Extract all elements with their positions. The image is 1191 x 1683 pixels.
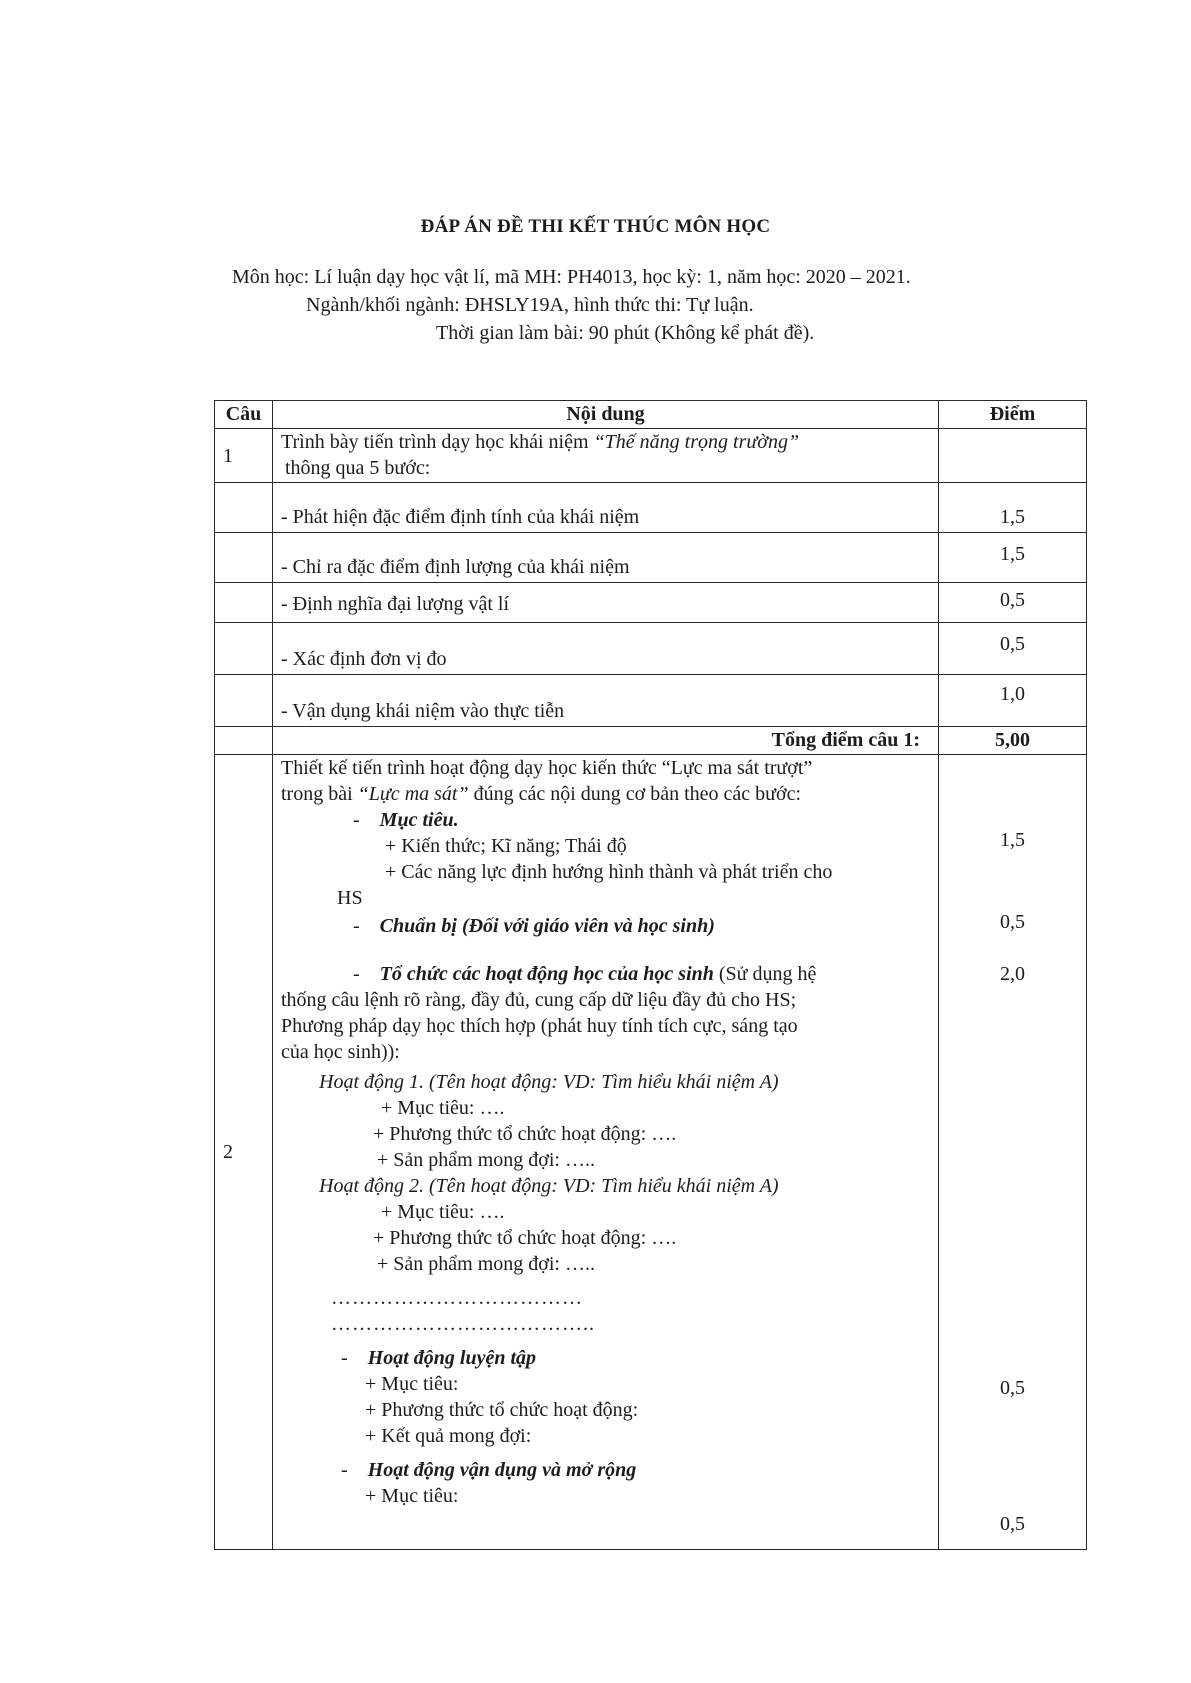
time-info-line: Thời gian làm bài: 90 phút (Không kể phát đề). xyxy=(436,322,815,344)
table-row xyxy=(215,623,1087,675)
activity-2-sub-2: + Phương thức tổ chức hoạt động: …. xyxy=(373,1227,677,1249)
empty-cell xyxy=(215,583,273,623)
empty-cell xyxy=(215,623,273,675)
q1-step-5: - Vận dụng khái niệm vào thực tiễn xyxy=(273,675,939,727)
q2-intro-2b: đúng các nội dung cơ bản theo các bước: xyxy=(468,783,802,805)
q1-step-2: - Chỉ ra đặc điểm định lượng của khái niệm xyxy=(273,533,939,583)
ellipsis-line-2: ……………………………….. xyxy=(331,1313,595,1335)
activity-2-sub-1: + Mục tiêu: …. xyxy=(381,1201,505,1223)
score-van-dung: 0,5 xyxy=(1000,1513,1025,1535)
q1-step-5-score: 1,0 xyxy=(939,675,1087,727)
q1-intro-row xyxy=(215,429,1087,483)
q2-content xyxy=(273,755,939,1550)
score-to-chuc: 2,0 xyxy=(1000,963,1025,985)
header-noi-dung: Nội dung xyxy=(273,401,939,429)
q1-step-3: - Định nghĩa đại lượng vật lí xyxy=(273,583,939,623)
q1-intro xyxy=(273,429,939,483)
luyen-tap-sub-2: + Phương thức tổ chức hoạt động: xyxy=(365,1399,639,1421)
q1-step-1-score: 1,5 xyxy=(939,483,1087,533)
muc-tieu-sub-1: + Kiến thức; Kĩ năng; Thái độ xyxy=(385,835,627,857)
document-title: ĐÁP ÁN ĐỀ THI KẾT THÚC MÔN HỌC xyxy=(420,216,771,237)
bullet-dash: - xyxy=(341,1459,348,1481)
empty-cell xyxy=(215,727,273,755)
luyen-tap-sub-1: + Mục tiêu: xyxy=(365,1373,459,1395)
answer-table xyxy=(214,400,1087,1550)
empty-cell xyxy=(215,533,273,583)
to-chuc-line-2: thống câu lệnh rõ ràng, đầy đủ, cung cấp dữ liệu đầy đủ cho HS; xyxy=(281,989,797,1011)
section-van-dung: Hoạt động vận dụng và mở rộng xyxy=(367,1459,637,1481)
score-luyen-tap: 0,5 xyxy=(1000,1377,1025,1399)
header-diem: Điểm xyxy=(939,401,1087,429)
q1-total-value: 5,00 xyxy=(939,727,1087,755)
q1-intro-score xyxy=(939,429,1087,483)
table-row xyxy=(215,533,1087,583)
q1-intro-text-2: thông qua 5 bước: xyxy=(285,457,431,479)
activity-1-sub-1: + Mục tiêu: …. xyxy=(381,1097,505,1119)
activity-2-title: Hoạt động 2. (Tên hoạt động: VD: Tìm hiểu khái niệm A) xyxy=(319,1175,779,1197)
q1-step-1: - Phát hiện đặc điểm định tính của khái niệm xyxy=(273,483,939,533)
bullet-dash: - xyxy=(341,1347,348,1369)
muc-tieu-sub-2: + Các năng lực định hướng hình thành và phát triển cho xyxy=(385,861,833,883)
table-row xyxy=(215,675,1087,727)
table-header-row xyxy=(215,401,1087,429)
q1-step-4-score: 0,5 xyxy=(939,623,1087,675)
q2-scores xyxy=(939,755,1087,1550)
bullet-dash: - xyxy=(353,915,360,937)
score-muc-tieu: 1,5 xyxy=(1000,829,1025,851)
activity-2-sub-3: + Sản phẩm mong đợi: ….. xyxy=(377,1253,595,1275)
score-chuan-bi: 0,5 xyxy=(1000,911,1025,933)
q1-step-2-score: 1,5 xyxy=(939,533,1087,583)
to-chuc-line-3: Phương pháp dạy học thích hợp (phát huy tính tích cực, sáng tạo xyxy=(281,1015,798,1037)
luyen-tap-sub-3: + Kết quả mong đợi: xyxy=(365,1425,532,1447)
bullet-dash: - xyxy=(353,963,360,985)
q1-number: 1 xyxy=(215,429,273,483)
course-info-line: Môn học: Lí luận dạy học vật lí, mã MH: PH4013, học kỳ: 1, năm học: 2020 – 2021. xyxy=(232,266,911,288)
van-dung-sub-1: + Mục tiêu: xyxy=(365,1485,459,1507)
activity-1-sub-3: + Sản phẩm mong đợi: ….. xyxy=(377,1149,595,1171)
q2-intro-2a: trong bài xyxy=(281,783,358,805)
to-chuc-rest: (Sử dụng hệ xyxy=(713,963,817,985)
table-row xyxy=(215,583,1087,623)
muc-tieu-sub-2b: HS xyxy=(337,887,363,909)
section-luyen-tap: Hoạt động luyện tập xyxy=(367,1347,537,1369)
ellipsis-line-1: ……………………………… xyxy=(331,1287,583,1309)
q1-intro-text: Trình bày tiến trình dạy học khái niệm xyxy=(281,431,594,453)
q1-total-row xyxy=(215,727,1087,755)
empty-cell xyxy=(215,675,273,727)
q1-step-4: - Xác định đơn vị đo xyxy=(273,623,939,675)
header-cau: Câu xyxy=(215,401,273,429)
q1-total-label: Tổng điểm câu 1: xyxy=(273,727,939,755)
empty-cell xyxy=(215,483,273,533)
table-row xyxy=(215,483,1087,533)
section-muc-tieu: Mục tiêu. xyxy=(379,809,459,831)
q2-intro-1: Thiết kế tiến trình hoạt động dạy học kiến thức “Lực ma sát trượt” xyxy=(281,757,813,779)
q2-number: 2 xyxy=(215,755,273,1550)
q1-concept-name: “Thế năng trọng trường” xyxy=(593,431,800,453)
activity-1-sub-2: + Phương thức tổ chức hoạt động: …. xyxy=(373,1123,677,1145)
major-info-line: Ngành/khối ngành: ĐHSLY19A, hình thức thi: Tự luận. xyxy=(306,294,754,316)
activity-1-title: Hoạt động 1. (Tên hoạt động: VD: Tìm hiểu khái niệm A) xyxy=(319,1071,779,1093)
q2-row xyxy=(215,755,1087,1550)
bullet-dash: - xyxy=(353,809,360,831)
q2-lesson-name: “Lực ma sát” xyxy=(357,783,469,805)
q1-step-3-score: 0,5 xyxy=(939,583,1087,623)
section-chuan-bi: Chuẩn bị (Đối với giáo viên và học sinh) xyxy=(379,915,715,937)
to-chuc-line-4: của học sinh)): xyxy=(281,1041,400,1063)
section-to-chuc: Tổ chức các hoạt động học của học sinh xyxy=(379,963,714,985)
